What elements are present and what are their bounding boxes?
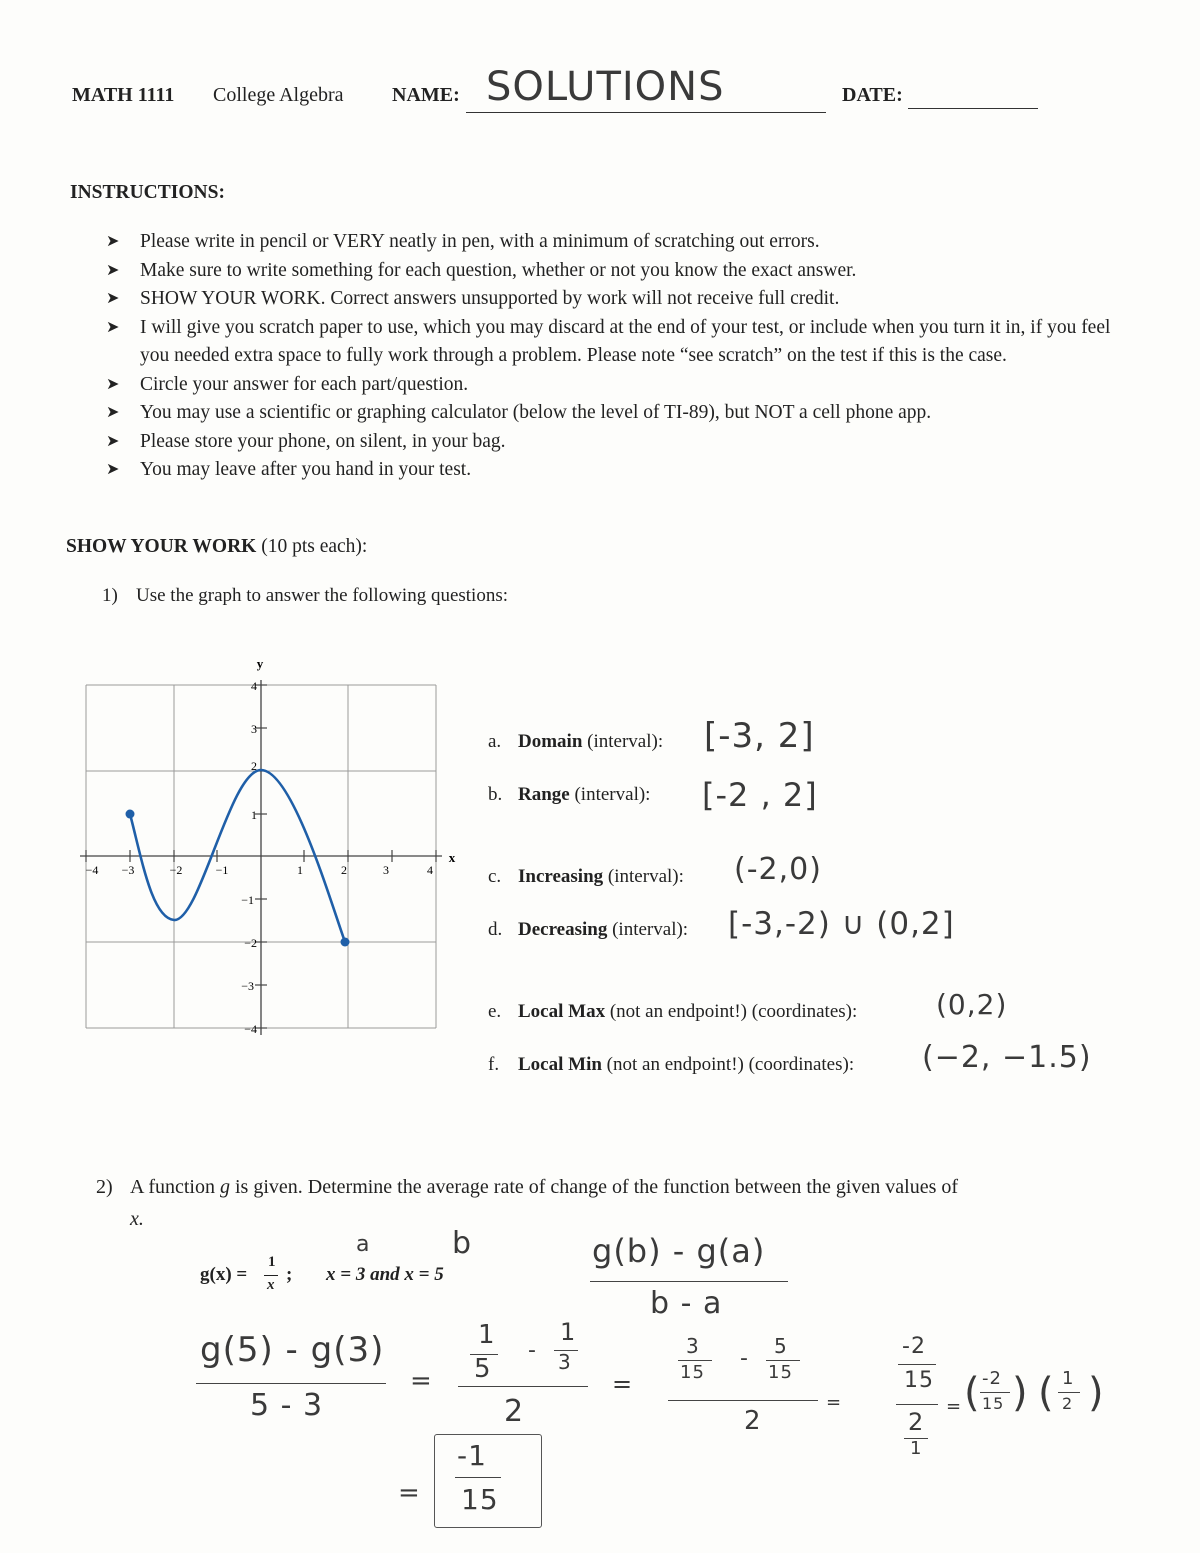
name-value[interactable]: SOLUTIONS (486, 64, 725, 110)
y-tick-label: 4 (251, 679, 257, 693)
answer-local-min[interactable]: (−2, −1.5) (922, 1040, 1092, 1075)
q1-part-b: b. Range (interval): (488, 784, 651, 805)
list-item: ➤ SHOW YOUR WORK. Correct answers unsupported by work will not receive full credit. (100, 285, 1130, 314)
step4-den: 15 (904, 1368, 934, 1393)
final-denominator: 15 (461, 1483, 499, 1516)
arrow-bullet-icon: ➤ (106, 233, 120, 250)
list-item: ➤ I will give you scratch paper to use, which you may discard at the end of your test, or include when you turn it in, if you feel you needed extra space to fully work through a problem. Please note “see scratch” on the test if this is the case. (100, 314, 1130, 371)
x-tick-label: −4 (85, 863, 99, 877)
step3-bar-1 (678, 1360, 712, 1361)
label-b: b (452, 1226, 473, 1261)
curve-endpoint-right (341, 938, 350, 947)
step5-num-1: -2 (982, 1368, 1002, 1389)
step3-main-bar (668, 1400, 818, 1401)
x-tick-label: −2 (169, 863, 183, 877)
q2-prompt-x: x. (130, 1208, 144, 1230)
instructions-list (100, 228, 1130, 485)
q1-part-e: e. Local Max (not an endpoint!) (coordinates): (488, 1001, 858, 1022)
function-fraction-num: 1 (268, 1254, 276, 1270)
y-tick-label: −4 (244, 1022, 257, 1036)
equals-1: = (410, 1366, 433, 1396)
step1-bar (196, 1383, 386, 1384)
step4-numerator: -2 (902, 1334, 926, 1359)
step2-one-b: 1 (560, 1318, 577, 1346)
list-item: ➤ You may use a scientific or graphing calculator (below the level of TI-89), but NOT a cell phone app. (100, 399, 1130, 428)
step4-main-bar (896, 1404, 938, 1405)
answer-local-max[interactable]: (0,2) (936, 988, 1008, 1021)
curve-endpoint-left (126, 810, 135, 819)
step3-num-1: 3 (686, 1334, 700, 1358)
step2-denominator: 2 (504, 1394, 525, 1429)
arrow-bullet-icon: ➤ (106, 318, 120, 336)
list-item: ➤ You may leave after you hand in your test. (100, 456, 1130, 485)
date-underline[interactable] (908, 108, 1038, 109)
name-underline (466, 112, 826, 113)
formula-bar (590, 1281, 788, 1282)
x-tick-label: 4 (427, 863, 433, 877)
answer-domain[interactable]: [-3, 2] (704, 716, 815, 756)
function-fraction-bar (264, 1275, 278, 1276)
list-item: ➤ Please store your phone, on silent, in your bag. (100, 428, 1130, 457)
equals-final: = (398, 1478, 421, 1508)
y-tick-label: −2 (244, 936, 257, 950)
x-values: x = 3 and x = 5 (326, 1264, 444, 1285)
instructions-heading: INSTRUCTIONS: (70, 182, 225, 203)
arrow-bullet-icon: ➤ (106, 461, 120, 478)
final-numerator: -1 (457, 1439, 487, 1472)
equals-2: = (612, 1370, 634, 1398)
label-a: a (356, 1232, 371, 1257)
step2-three: 3 (558, 1350, 572, 1374)
step3-num-2: 5 (774, 1334, 788, 1358)
arrow-bullet-icon: ➤ (106, 404, 120, 421)
answer-increasing[interactable]: (-2,0) (734, 852, 822, 887)
step2-minus: - (528, 1338, 537, 1363)
q2-prompt: 2) A function g is given. Determine the average rate of change of the function between the given values of (96, 1176, 959, 1198)
x-tick-label: −1 (215, 863, 229, 877)
step5-close-paren-1: ) (1012, 1370, 1029, 1416)
step1-denominator: 5 - 3 (250, 1388, 324, 1423)
step4-two: 2 (908, 1408, 925, 1436)
step1-numerator: g(5) - g(3) (200, 1330, 385, 1370)
list-item: ➤ Circle your answer for each part/question. (100, 371, 1130, 400)
x-tick-label: −3 (121, 863, 135, 877)
step5-den-2: 2 (1062, 1394, 1074, 1413)
q1-part-d: d. Decreasing (interval): (488, 919, 689, 940)
formula-denominator: b - a (650, 1286, 723, 1321)
function-definition: g(x) = (200, 1264, 248, 1285)
arrow-bullet-icon: ➤ (106, 432, 120, 450)
function-separator: ; (286, 1264, 293, 1285)
step3-denominator: 2 (744, 1406, 762, 1436)
step2-five: 5 (474, 1354, 492, 1384)
arrow-bullet-icon: ➤ (106, 290, 120, 307)
q1-part-c: c. Increasing (interval): (488, 866, 684, 887)
x-tick-labels (86, 863, 433, 877)
arrow-bullet-icon: ➤ (106, 375, 120, 393)
function-fraction-den: x (267, 1277, 275, 1293)
x-tick-label: 3 (383, 863, 389, 877)
step4-bar-top (898, 1364, 936, 1365)
answer-decreasing[interactable]: [-3,-2) ∪ (0,2] (728, 906, 955, 942)
x-axis-label: x (448, 850, 456, 865)
step5-num-2: 1 (1062, 1368, 1075, 1389)
step4-one: 1 (910, 1438, 923, 1459)
x-tick-label: 2 (341, 863, 347, 877)
step3-minus: - (740, 1346, 749, 1371)
step3-den-2: 15 (768, 1362, 793, 1383)
graph-axes (80, 680, 442, 1035)
step5-bar-1 (980, 1392, 1010, 1393)
list-item: ➤ Make sure to write something for each question, whether or not you know the exact answer. (100, 257, 1130, 286)
y-tick-label: −3 (241, 979, 254, 993)
step2-one-a: 1 (478, 1320, 496, 1350)
step5-open-paren-1: ( (964, 1370, 981, 1416)
answer-range[interactable]: [-2 , 2] (702, 776, 818, 814)
step5-close-paren-2: ) (1088, 1370, 1105, 1416)
y-axis-label: y (256, 656, 264, 671)
step3-bar-2 (766, 1360, 800, 1361)
y-tick-label: 1 (251, 808, 257, 822)
final-answer-box[interactable] (434, 1434, 542, 1528)
date-label: DATE: (842, 84, 903, 106)
course-title: College Algebra (213, 84, 344, 106)
final-bar (455, 1477, 501, 1478)
name-label: NAME: (392, 84, 460, 106)
q1-graph (78, 650, 458, 1050)
step2-main-bar (458, 1386, 588, 1387)
y-tick-label: −1 (241, 893, 254, 907)
step5-den-1: 15 (982, 1394, 1005, 1413)
formula-numerator: g(b) - g(a) (592, 1232, 766, 1270)
equals-4: = (946, 1396, 963, 1417)
x-tick-label: 1 (297, 863, 303, 877)
y-tick-labels (241, 679, 257, 1036)
y-tick-label: 3 (251, 722, 257, 736)
section-heading: SHOW YOUR WORK (10 pts each): (66, 536, 368, 557)
equals-3: = (826, 1392, 843, 1413)
list-item: ➤ Please write in pencil or VERY neatly in pen, with a minimum of scratching out errors. (100, 228, 1130, 257)
y-tick-label: 2 (251, 759, 257, 773)
q1-part-a: a. Domain (interval): (488, 731, 664, 752)
q1-prompt: 1) Use the graph to answer the following questions: (102, 585, 509, 606)
arrow-bullet-icon: ➤ (106, 261, 120, 279)
step5-open-paren-2: ( (1038, 1370, 1055, 1416)
q1-part-f: f. Local Min (not an endpoint!) (coordinates): (488, 1054, 855, 1075)
step3-den-1: 15 (680, 1362, 705, 1383)
step5-bar-2 (1058, 1392, 1080, 1393)
course-number: MATH 1111 (72, 84, 175, 106)
